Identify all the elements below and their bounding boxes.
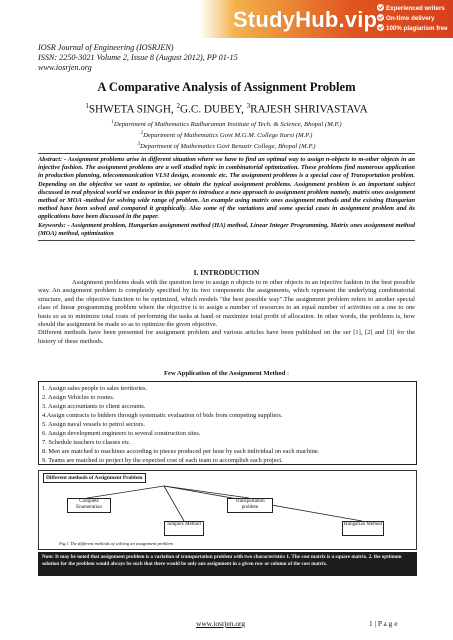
feature-list: [377, 4, 448, 34]
list-item: 4.Assign contracts to bidders through systematic evaluation of bids from competing suppliers.: [42, 412, 283, 419]
author-name: RAJESH SHRIVASTAVA: [250, 103, 368, 116]
keywords-label: Keywords: -: [38, 221, 70, 229]
node-hungarian: Hungarian Method: [342, 521, 384, 536]
intro-paragraph: Different methods have been presented for assignment problem and various articles have been published on the ser [1], [2] and [3] for the history of these methods.: [38, 329, 415, 345]
author-list: $^1$SHWETA SINGH, $^2$G.C. DUBEY, $^3$RAJESH SHRIVASTAVA: [85, 102, 368, 116]
intro-paragraph: Assignment problems deals with the question how to assign n objects to m other objects in an injective fashion in the best possible way. An assignment problem is completely specified by its two components the assignments, which represent the underlying combinatorial structure, and the objective function to be optimized, which models "the best possible way".The assignment problem refers to another special class of linear programming problem where the objective is to assign a number of resources to an equal number of activities on a one to one basis so as to minimize total costs of performing the tasks at hand or maximize total profit of allocation. In other words, the problems is, how should the assignment be made so as to optimize the given objective.: [38, 279, 415, 329]
studyhub-logo[interactable]: StudyHub.vip: [233, 7, 378, 32]
abstract-section: [38, 153, 415, 241]
methods-diagram: [38, 470, 417, 550]
affiliations: [0, 119, 453, 151]
check-icon: [377, 14, 384, 21]
journal-name: IOSR Journal of Engineering (IOSRJEN): [38, 43, 174, 52]
list-item: 3. Assign accountants to client accounts.: [42, 403, 146, 410]
promo-banner: [0, 0, 453, 38]
keywords-text: Keywords: - Assignment problem, Hungarian assignment method (HA) method, Linear Integer Programming, Matrix ones assignment method (MOA) method, optimization: [38, 221, 416, 237]
feature-item: On-time delivery: [377, 14, 448, 24]
list-item: 2. Assign Vehicles to routes.: [42, 394, 115, 401]
journal-url[interactable]: www.iosrjen.org: [38, 63, 92, 72]
figure-caption: Fig.1 The different methods of solving an assignment problem: [59, 541, 173, 546]
list-item: 8. Men are matched to machines according to pieces produced per hour by each individual on each machine.: [42, 448, 320, 455]
node-transportation: Transportation problem: [227, 498, 273, 513]
affiliation: $^2$Department of Mathematics Govt M.G.M. College Itarsi (M.P.): [140, 130, 313, 140]
diagram-title: Different methods of Assignment Problem: [43, 473, 146, 483]
list-item: 9. Teams are matched to project by the expected cost of each team to accomplish each project.: [42, 457, 283, 464]
feature-item: Experienced writers: [377, 4, 448, 14]
node-complete-enumeration: Complete Enumeration: [67, 498, 111, 513]
paper-title: A Comparative Analysis of Assignment Problem: [97, 80, 356, 94]
list-item: 5. Assign naval vessels to petrol sectors.: [42, 421, 145, 428]
journal-header: [38, 43, 238, 73]
node-simplex: Simplex Method: [164, 521, 204, 536]
page-number: 1 | P a g e: [369, 619, 398, 628]
feature-item: 100% plagiarism free: [377, 24, 448, 34]
introduction-body: [38, 279, 415, 346]
check-icon: [377, 4, 384, 11]
affiliation: $^1$Department of Mathematics Radharaman Institute of Tech. & Science, Bhopal (M.P.): [111, 120, 342, 129]
applications-heading: Few Application of the Assignment Method :: [164, 370, 289, 377]
applications-box: [38, 381, 417, 465]
note-box: [38, 552, 417, 576]
list-item: 6. Assign development engineers to several construction sites.: [42, 430, 201, 437]
section-heading: I. INTRODUCTION: [193, 268, 260, 277]
list-item: 7. Schedule teachers to classes etc.: [42, 439, 131, 446]
footer-url[interactable]: www.iosrjen.org: [196, 619, 246, 628]
author-name: SHWETA SINGH,: [88, 103, 177, 116]
abstract-text: Abstract: - Assignment problems arise in different situation where we have to find an optimal way to assign n-objects to m-other objects in an injective fashion. The assignment problems are a well studied topic in combinatorial optimization. These problems find numerous application in production planning, telecommunication VLSI design, economic etc. The assignment problems is a special case of Transportation problem. Depending on the objective we want to optimize, we obtain the typical assignment problems. Assignment problem is an important subject discussed in real physical world we endeavor in this paper to introduce a new approach to assignment problem namely, matrix ones assignment method or MOA -method for solving wide range of problem. An example using matrix ones assignment methods and the existing Hungarian method have been solved and compared it graphically. Also some of the variations and some special cases in assignment problem and its applications have been discussed in the paper.: [38, 156, 415, 221]
journal-issn: ISSN: 2250-3021 Volume 2, Issue 8 (August 2012), PP 01-15: [38, 53, 238, 62]
applications-list: [42, 384, 413, 465]
list-item: 1. Assign sales people to sales territories.: [42, 385, 148, 392]
affiliation: $^3$Department of Mathematics Govt Benazir College, Bhopal (M.P.): [137, 141, 316, 150]
abstract-label: Abstract: -: [38, 156, 67, 163]
note-text: Note: It may be noted that assignment problem is a variation of transportation problem with two characteristics 1. The cost matrix is a square matrix. 2. the optimum solution for the problem would always be such that there would be only one assignment in a given row or column of the cost matrix.: [42, 554, 402, 567]
check-icon: [377, 24, 384, 31]
author-name: G.C. DUBEY,: [180, 103, 247, 116]
